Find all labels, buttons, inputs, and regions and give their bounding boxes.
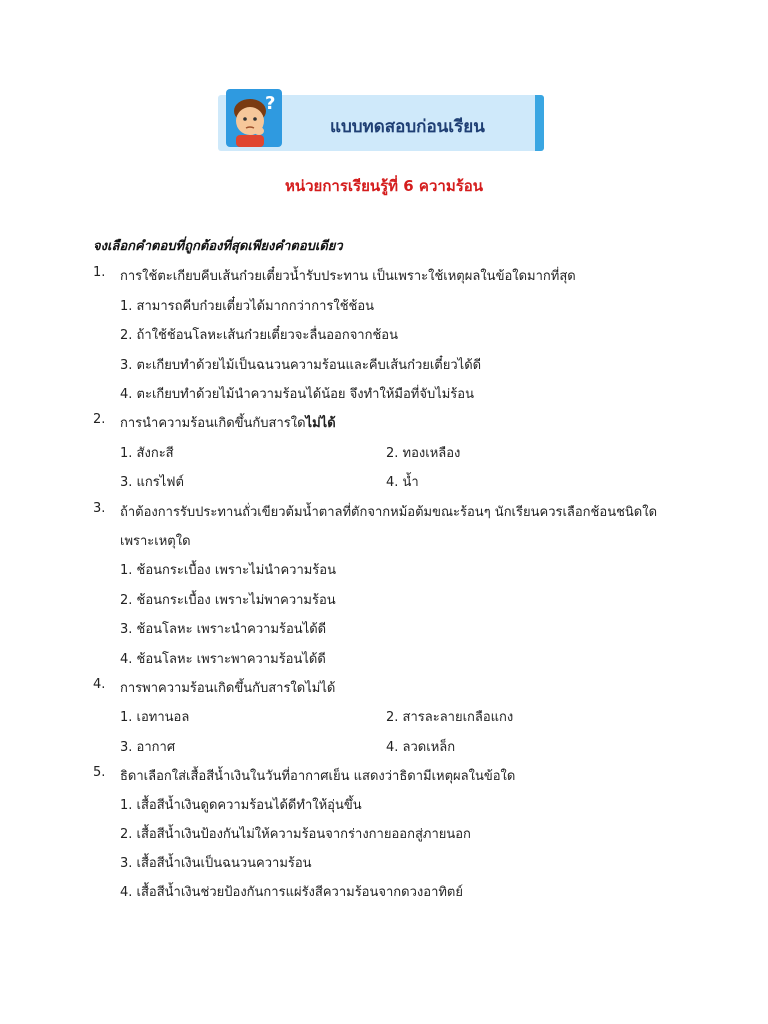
question-number: 5.: [93, 765, 106, 780]
answer-option[interactable]: 4. ตะเกียบทำด้วยไม้นำความร้อนได้น้อย จึงทำให้มือที่จับไม่ร้อน: [120, 387, 474, 402]
answer-option[interactable]: 3. แกรไฟต์: [120, 475, 184, 490]
question-text: [120, 412, 336, 433]
question-text: การพาความร้อนเกิดขึ้นกับสารใดไม่ได้: [120, 681, 336, 696]
answer-option[interactable]: 1. ช้อนกระเบื้อง เพราะไม่นำความร้อน: [120, 563, 336, 578]
answer-option[interactable]: 2. ทองเหลือง: [386, 446, 461, 461]
answer-option[interactable]: 1. เอทานอล: [120, 710, 190, 725]
question-text-emphasis: ไม่ได้: [305, 416, 336, 431]
page-title: แบบทดสอบก่อนเรียน: [330, 117, 485, 137]
answer-option[interactable]: 1. สังกะสี: [120, 446, 174, 461]
answer-option[interactable]: 1. สามารถคีบก๋วยเตี๋ยวได้มากกว่าการใช้ช้อน: [120, 299, 375, 314]
answer-option[interactable]: 2. สารละลายเกลือแกง: [386, 710, 514, 725]
answer-option[interactable]: 3. ตะเกียบทำด้วยไม้เป็นฉนวนความร้อนและคีบเส้นก๋วยเตี๋ยวได้ดี: [120, 358, 482, 373]
answer-option[interactable]: 2. ช้อนกระเบื้อง เพราะไม่พาความร้อน: [120, 593, 336, 608]
instruction: จงเลือกคำตอบที่ถูกต้องที่สุดเพียงคำตอบเดียว: [93, 239, 343, 254]
unit-title: หน่วยการเรียนรู้ที่ 6 ความร้อน: [284, 177, 484, 195]
question-number: 3.: [93, 501, 106, 516]
question-text: การใช้ตะเกียบคีบเส้นก๋วยเตี๋ยวน้ำรับประทาน เป็นเพราะใช้เหตุผลในข้อใดมากที่สุด: [120, 269, 576, 284]
answer-option[interactable]: 3. อากาศ: [120, 740, 176, 755]
answer-option[interactable]: 4. เสื้อสีน้ำเงินช่วยป้องกันการแผ่รังสีความร้อนจากดวงอาทิตย์: [120, 885, 463, 900]
answer-option[interactable]: 2. เสื้อสีน้ำเงินป้องกันไม่ให้ความร้อนจากร่างกายออกสู่ภายนอก: [120, 827, 471, 842]
question-number: 1.: [93, 265, 106, 280]
question-number: 4.: [93, 677, 106, 692]
question-number: 2.: [93, 412, 106, 427]
answer-option[interactable]: 4. น้ำ: [386, 475, 419, 490]
answer-option[interactable]: 2. ถ้าใช้ช้อนโลหะเส้นก๋วยเตี๋ยวจะลื่นออกจากช้อน: [120, 328, 398, 343]
question-text: ถ้าต้องการรับประทานถั่วเขียวต้มน้ำตาลที่ตักจากหม้อต้มขณะร้อนๆ นักเรียนควรเลือกช้อนชนิดใด: [120, 505, 658, 520]
answer-option[interactable]: 3. ช้อนโลหะ เพราะนำความร้อนได้ดี: [120, 622, 327, 637]
thinking-child-icon: [226, 89, 282, 147]
answer-option[interactable]: 4. ช้อนโลหะ เพราะพาความร้อนได้ดี: [120, 652, 326, 667]
answer-option[interactable]: 4. ลวดเหล็ก: [386, 740, 456, 755]
question-text-main: การนำความร้อนเกิดขึ้นกับสารใด: [120, 416, 306, 431]
answer-option[interactable]: 1. เสื้อสีน้ำเงินดูดความร้อนได้ดีทำให้อุ่นขึ้น: [120, 798, 362, 813]
question-text-continued: เพราะเหตุใด: [120, 534, 191, 549]
answer-option[interactable]: 3. เสื้อสีน้ำเงินเป็นฉนวนความร้อน: [120, 856, 312, 871]
svg-text:?: ?: [265, 93, 276, 114]
banner-accent: [535, 95, 544, 151]
question-text: ธิดาเลือกใส่เสื้อสีน้ำเงินในวันที่อากาศเย็น แสดงว่าธิดามีเหตุผลในข้อใด: [120, 769, 516, 784]
